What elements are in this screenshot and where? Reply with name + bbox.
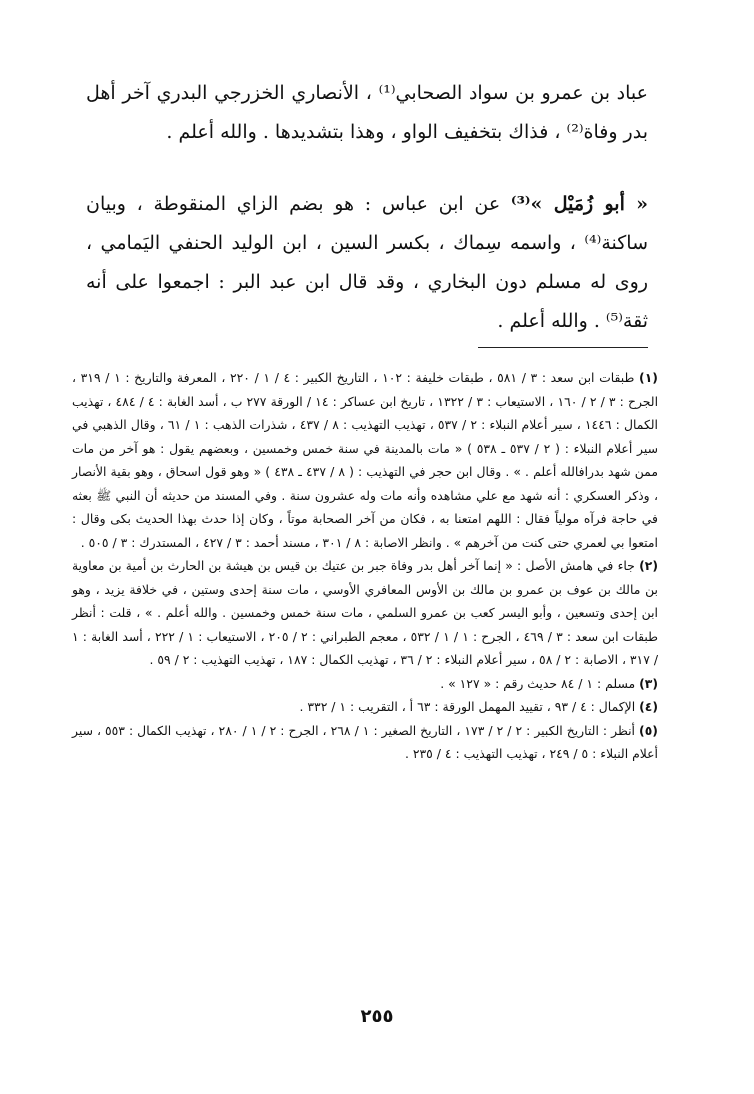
footnote-1 bbox=[72, 366, 658, 554]
footnote-2 bbox=[72, 554, 658, 672]
footnote-text: أنظر : التاريخ الكبير : ٢ / ٢ / ١٧٣ ، التاريخ الصغير : ١ / ٢٦٨ ، الجرح : ٢ / ١ / ٢٨٠ ، تهذيب الكمال : ٥٥٣ ، سير أعلام النبلاء : ٥ / ٢٤٩ ، تهذيب التهذيب : ٤ / ٢٣٥ . bbox=[72, 722, 658, 761]
main-paragraph-2-text: عن ابن عباس : هو بضم الزاي المنقوطة ، وبيان ساكنة⁽⁴⁾ ، واسمه سِماك ، بكسر السين ، ابن الوليد الحنفي اليَمامي ، روى له مسلم دون البخاري ، وقد قال ابن عبد البر : اجمعوا على أنه ثقة⁽⁵⁾ . والله أعلم . bbox=[86, 193, 648, 332]
footnote-number: (١) bbox=[639, 370, 658, 385]
footnote-number: (٥) bbox=[639, 722, 658, 738]
main-paragraph-2 bbox=[86, 185, 648, 341]
footnote-number: (٢) bbox=[639, 558, 658, 573]
footnote-number: (٤) bbox=[639, 699, 658, 714]
footnote-text: طبقات ابن سعد : ٣ / ٥٨١ ، طبقات خليفة : ١٠٢ ، التاريخ الكبير : ٤ / ١ / ٢٢٠ ، المعرفة والتاريخ : ١ / ٣١٩ ، الجرح : ٣ / ٢ / ١٦٠ ، الاستيعاب : ٣ / ١٣٢٢ ، تاريخ ابن عساكر : ١٤ / الورقة ٢٧٧ ب ، أسد الغابة : ٤ / ٤٨٤ ، تهذيب الكمال : ١٤٤٦ ، سير أعلام النبلاء : ٢ / ٥٣٧ ، تهذيب التهذيب : ٨ / ٤٣٧ ، شذرات الذهب : ١ / ٦١ ، وقال الذهبي في سير أعلام النبلاء : ( ٢ / ٥٣٧ ـ ٥٣٨ ) « مات بالمدينة في سنة خمس وخمسين ، وبعضهم يقول : هو آخر من مات ممن شهد بدرافالله أعلم . » . وقال ابن حجر في التهذيب : ( ٨ / ٤٣٧ ـ ٤٣٨ ) « وهو قول اسحاق ، وهو بقية الأنصار ، وذكر العسكري : أنه شهد مع علي مشاهده وأنه مات وله عشرون سنة . وفي المسند من حديثه أن النبي ﷺ بعثه في حاجة فرآه مولياً فقال : اللهم امتعنا به ، فكان من آخر الصحابة موتاً ، وكان إذا حدث بهذا الحديث بكى وقال : امتعوا بي لعمري حتى كنت من آخرهم » . وانظر الاصابة : ٨ / ٣٠١ ، مسند أحمد : ٣ / ٤٢٧ ، المستدرك : ٣ / ٥٠٥ . bbox=[72, 370, 659, 550]
footnote-text: جاء في هامش الأصل : « إنما آخر أهل بدر وفاة جبر بن عتيك بن قيس بن هيشة بن الحارث بن أمية بن معاوية بن مالك بن عوف بن عمرو بن مالك بن الأوس المعافري الأوسي ، مات سنة إحدى وستين ، في خلافة يزيد ، وهو ابن إحدى وتسعين ، وأبو اليسر كعب بن عمرو السلمي ، مات سنة خمس وخمسين . والله أعلم . » ، قلت : أنظر طبقات ابن سعد : ٣ / ٤٦٩ ، الجرح : ١ / ١ / ٥٣٢ ، معجم الطبراني : ٢ / ٢٠٥ ، الاستيعاب : ١ / ٢٢٢ ، أسد الغابة : ١ / ٣١٧ ، الاصابة : ٢ / ٥٨ ، سير أعلام النبلاء : ٢ / ٣٦ ، تهذيب الكمال : ١٨٧ ، تهذيب التهذيب : ٢ / ٥٩ . bbox=[72, 558, 658, 667]
footnote-4 bbox=[72, 695, 658, 719]
footnote-number: (٣) bbox=[639, 675, 658, 691]
entry-heading: « أبو زُمَيْل »⁽³⁾ bbox=[510, 193, 648, 215]
page-number: ٢٥٥ bbox=[360, 1006, 394, 1027]
footnote-separator bbox=[478, 347, 648, 348]
main-paragraph-1-text: عباد بن عمرو بن سواد الصحابي⁽¹⁾ ، الأنصاري الخزرجي البدري آخر أهل بدر وفاة⁽²⁾ ، فذاك بتخفيف الواو ، وهذا بتشديدها . والله أعلم . bbox=[86, 82, 648, 143]
footnote-5 bbox=[72, 719, 658, 766]
footnote-3 bbox=[72, 672, 658, 696]
footnotes-list bbox=[72, 366, 658, 766]
main-paragraph-1 bbox=[86, 74, 648, 152]
footnote-text: مسلم : ١ / ٨٤ حديث رقم : « ١٢٧ » . bbox=[440, 675, 640, 691]
footnote-text: الإكمال : ٤ / ٩٣ ، تقييد المهمل الورقة : ٦٣ أ ، التقريب : ١ / ٣٣٢ . bbox=[299, 699, 640, 714]
